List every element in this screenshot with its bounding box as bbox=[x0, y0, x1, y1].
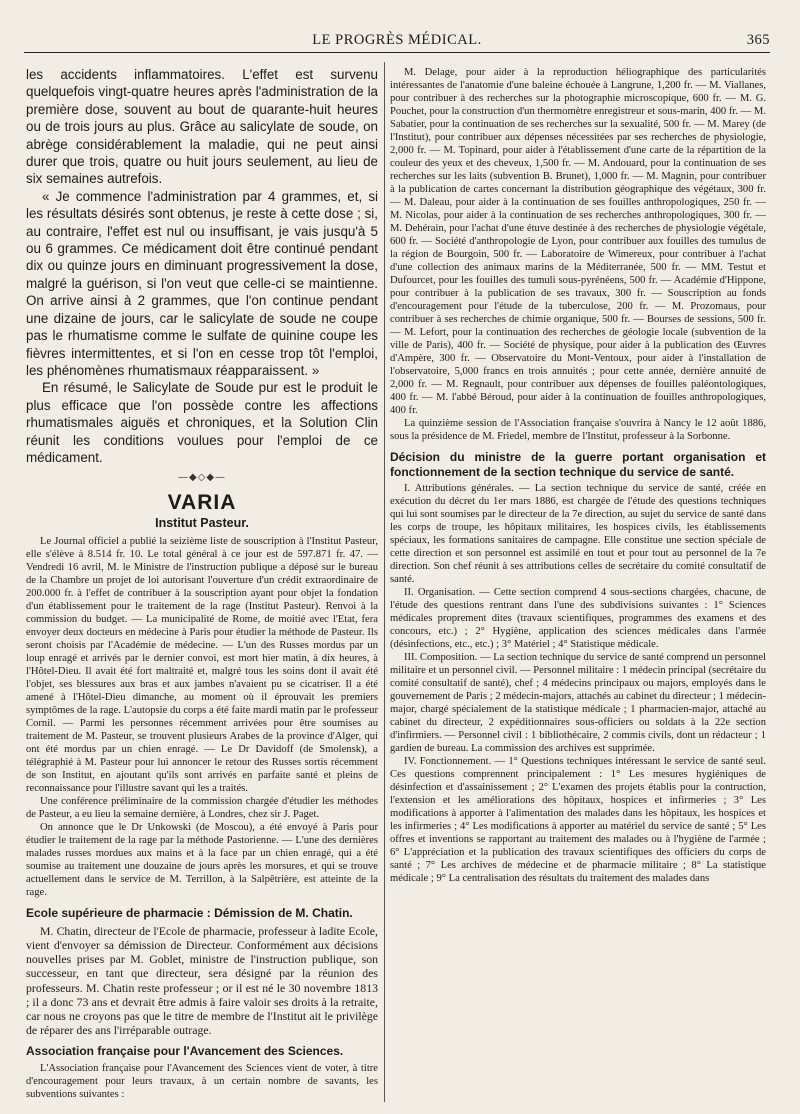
section-paragraph: L'Association française pour l'Avancement des Sciences vient de voter, à titre d'encouragement pour leurs travaux, à un certain nombre de savants, les subventions suivantes : bbox=[26, 1062, 378, 1100]
running-head bbox=[24, 30, 770, 53]
article-paragraph: les accidents inflammatoires. L'effet est survenu quelquefois vingt-quatre heures après l'administration de la première dose, souvent au bout de quarante-huit heures ou de trois jours au plus. Grâce au salicylate de soude, on abrège considérablement la maladie, qui ne peut ainsi durer que trois, quatre ou huit jours seulement, au lieu de six semaines autrefois. bbox=[26, 67, 378, 187]
page-number: 365 bbox=[746, 32, 770, 48]
section-paragraph: III. Composition. — La section technique du service de santé comprend un personnel militaire et un personnel civil. — Personnel militaire : 1 médecin principal (secrétaire du comité consultatif de santé), chef ; 4 médecins principaux ou majors, employés dans le gouvernement de Paris ; 2 médecin-majors, attachés au cabinet du directeur ; 1 médecin-major, chargé spécialement de la statistique médicale ; 1 pharmacien-major, attaché au cabinet du directeur, 2 expéditionnaires sous-officiers ou soldats à la 22e section d'infirmiers. — Personnel civil : 1 bibliothécaire, 2 commis civils, dont un rédacteur ; 1 gardien de bureau. La commission des archives est supprimée. bbox=[390, 652, 766, 754]
article-paragraph: En résumé, le Salicylate de Soude pur est le produit le plus efficace que l'on possède contre les affections rhumatismales aiguës et chroniques, et la Solution Clin réunit les conditions voulues pour l'emploi de ce médicament. bbox=[26, 380, 378, 465]
association-section bbox=[26, 1062, 378, 1101]
ecole-pharmacie-heading: Ecole supérieure de pharmacie : Démission de M. Chatin. bbox=[26, 906, 353, 921]
salicylate-article bbox=[26, 66, 378, 466]
left-column bbox=[26, 66, 378, 1101]
decision-section bbox=[390, 482, 766, 885]
right-column bbox=[390, 66, 766, 885]
section-paragraph: IV. Fonctionnement. — 1° Questions techniques intéressant le service de santé seul. Ces questions comprennent principalement : 1° Les mesures hygiéniques de désinfection et d'assainissement ; 2° L'examen des projets établis pour la contruction, l'extension et les améliorations des hôpitaux, hospices et infirmeries ; 3° Les modifications à apporter à l'alimentation des malades dans les hôpitaux, les hospices et les infirmeries ; 4° Les modifications à apporter au matériel du service de santé ; 5° Les offres et inventions se rapportant au traitement des malades ou à l'hygiène de l'armée ; 6° L'appréciation et la publication des travaux scientifiques des officiers du corps de santé ; 7° Les archives de médecine et de pharmacie militaire ; 8° La statistique médicale ; 9° La centralisation des résultats du traitement des malades dans bbox=[390, 756, 766, 884]
section-paragraph: On annonce que le Dr Unkowski (de Moscou), a été envoyé à Paris pour étudier le traitement de la rage par la méthode Pastorienne. — L'une des dernières malades russes mordues aux mains et à la face par un chien enragé, qui a été soumise au traitement une douzaine de jours après les morsures, et qui se trouve actuellement dans le service de M. Terrillon, à la Salpêtrière, est atteinte de la rage. bbox=[26, 822, 378, 899]
section-paragraph: M. Chatin, directeur de l'Ecole de pharmacie, professeur à ladite Ecole, vient d'envoyer sa démission de Directeur. Conformément aux décisions nouvelles prises par M. Goblet, ministre de l'instruction publique, son successeur, en tant que directeur, sera désigné par la réunion des professeurs. M. Chatin reste professeur ; or il est né le 30 novembre 1813 ; il a donc 73 ans et devrait être admis à faire valoir ses droits à la retraite, car nous ne croyons pas que le titre de membre de l'Institut ait le privilège de réparer des ans l'irréparable outrage. bbox=[26, 923, 378, 1038]
section-paragraph: La quinzième session de l'Association française s'ouvrira à Nancy le 12 août 1886, sous la présidence de M. Friedel, membre de l'Institut, professeur à la Sorbonne. bbox=[390, 418, 766, 442]
section-paragraph: Le Journal officiel a publié la seizième liste de souscription à l'Institut Pasteur, elle s'élève à 8.514 fr. 10. Le total général à ce jour est de 597.871 fr. 47. — Vendredi 16 avril, M. le Ministre de l'instruction publique a déposé sur le bureau de la Chambre un projet de loi autorisant l'ouverture d'un crédit extraordinaire de 200.000 fr. à l'effet de contribuer à la souscription ayant pour objet la fondation d'un établissement pour le traitement de la rage (Institut Pasteur). Renvoi à la commission du budget. — La municipalité de Rome, de moitié avec l'Etat, fera envoyer deux docteurs en médecine à Paris pour étudier la méthode de Pasteur. Ils seront choisis par l'Académie de médecine. — L'un des Russes mordus par un loup enragé et arrivés par le dernier convoi, est mort hier matin, à dix heures, à l'Hôtel-Dieu. Il avait été fort maltraité et, malgré tous les soins dont il avait été l'objet, ses blessures aux bras et aux jambes n'avaient pu se cicatriser. Il a été amené à l'Hôtel-Dieu dimanche, au moment où il éprouvait les premiers symptômes de la rage. L'autopsie du corps a été faite mardi matin par le professeur Cornil. — Parmi les personnes récemment arrivées pour être soumises au traitement de M. Pasteur, se trouvent plusieurs Arabes de la province d'Alger, qui ont été mordus par un chien enragé. — Le Dr Davidoff (de Smolensk), a télégraphié à M. Pasteur pour lui annoncer le retour des Russes sortis récemment de son Institut, en ajoutant qu'ils sont arrivés en parfaite santé et pleins de reconnaissance pour l'illustre savant qui les a traités. bbox=[26, 536, 378, 795]
decision-heading: Décision du ministre de la guerre portant organisation et fonctionnement de la section technique du service de santé. bbox=[390, 450, 766, 479]
institut-pasteur-section bbox=[26, 535, 378, 899]
varia-title: VARIA bbox=[167, 491, 237, 515]
column-divider bbox=[384, 62, 385, 1102]
subventions-list bbox=[390, 66, 766, 443]
article-paragraph: « Je commence l'administration par 4 grammes, et, si les résultats désirés sont obtenus, je reste à cette dose ; si, au contraire, l'effet est nul ou insuffisant, je vais jusqu'à 5 ou 6 grammes. Ce médicament doit être continué pendant dix ou quinze jours en diminuant progressivement la dose, malgré la guérison, si l'on veut que celle-ci se maintienne. On arrive ainsi à 2 grammes, que l'on continue pendant une dizaine de jours, car le salicylate de soude ne coupe pas le rhumatisme comme le sulfate de quinine coupe les fièvres intermittentes, et si l'on en cesse trop tôt l'emploi, les phénomènes rhumatismaux réapparaissent. » bbox=[26, 188, 378, 378]
association-heading: Association française pour l'Avancement des Sciences. bbox=[26, 1044, 344, 1059]
section-paragraph: Une conférence préliminaire de la commission chargée d'étudier les méthodes de Pasteur, a eu lieu la semaine dernière, à Londres, chez sir J. Paget. bbox=[26, 796, 378, 821]
ornament-divider: —◆◇◆— bbox=[177, 472, 227, 484]
section-paragraph: II. Organisation. — Cette section comprend 4 sous-sections chargées, chacune, de l'étude des questions rentrant dans l'une des subdivisions suivantes : 1° Sciences médicales proprement dites (travaux scientifiques, programmes des examens et des concours, etc.) ; 2° Hygiène, application des sciences médicales dans l'armée (désinfections, etc., etc.) ; 3° Matériel ; 4° Statistique médicale. bbox=[390, 587, 766, 650]
section-paragraph: I. Attributions générales. — La section technique du service de santé, créée en exécution du décret du 1er mars 1886, est chargée de l'étude des questions techniques qui lui sont soumises par le directeur de la 7e direction, au sujet du service de santé dans les corps de troupe, les hôpitaux militaires, les hospices civils, les établissements spéciaux, les formations sanitaires de campagne. Elle constitue une section spéciale de cette direction et son personnel est assimilé en tout et pour tout au personnel de la 7e direction. Son chef réunit à ses attributions celles de secrétaire du comité consultatif de santé. bbox=[390, 483, 766, 585]
institut-pasteur-heading: Institut Pasteur. bbox=[155, 516, 249, 531]
ecole-pharmacie-section bbox=[26, 924, 378, 1038]
section-paragraph: M. Delage, pour aider à la reproduction héliographique des particularités intéressantes de l'anatomie d'une baleine échouée à Langrune, 1,200 fr. — M. Viallanes, pour contribuer à des recherches sur la photographie microscopique, 600 fr. — M. G. Pouchet, pour la construction d'un thermomètre enregistreur et sous-marin, 400 fr. — M. Sabatier, pour la continuation de ses recherches sur la sexualité, 500 fr. — M. Marey (de l'Institut), pour contribuer aux dépenses nécessitées par ses recherches de physiologie, 2,000 fr. — M. Topinard, pour aider à l'établissement d'une carte de la répartition de la couleur des yeux et des cheveux, 1,500 fr. — M. Andouard, pour la continuation de ses recherches sur les laits (subvention B. Brunet), 1,000 fr. — M. Magnin, pour contribuer à la publication de cartes concernant la distribution géographique des végétaux, 300 fr. — M. Daleau, pour aider à la continuation de ses fouilles anthropologiques, 250 fr. — M. Nicolas, pour aider à la continuation de ses recherches anthropologiques, 300 fr. — M. Dehérain, pour l'achat d'une étuve destinée à des recherches de physiologie végétale, 600 fr. — Société d'anthropologie de Lyon, pour contribuer aux fouilles des tumulus de la région de Bourgoin, 500 fr. — Laboratoire de Wimereux, pour contribuer à l'achat d'une collection des animaux marins de la Méditerranée, 500 fr. — MM. Testut et Dufourcet, pour les fouilles des tumuli sous-pyrénéens, 500 fr. — Académie d'Hippone, pour contribuer à la publication de ses travaux, 300 fr. — Souscription au fonds d'encouragement pour l'étude de la tuberculose, 200 fr. — M. Prozomaus, pour contribuer à ses recherches de chimie organique, 500 fr. — Bourses de sessions, 500 fr. — M. Lefort, pour la continuation des recherches de géologie locale (subvention de la ville de Paris), 400 fr. — Société de physique, pour aider à la publication des Œuvres d'Ampère, 300 fr. — Observatoire du Mont-Ventoux, pour aider à l'installation de l'observatoire, 5,000 francs en trois annuités ; pour cette année, dernière annuité de 2,000 fr. — M. Regnault, pour contribuer aux dépenses de fouilles paléontologiques, 400 fr. — M. l'abbé Béroud, pour aider à la continuation de fouilles anthropologiques, 400 fr. bbox=[390, 67, 766, 416]
journal-title: LE PROGRÈS MÉDICAL. bbox=[312, 32, 482, 48]
